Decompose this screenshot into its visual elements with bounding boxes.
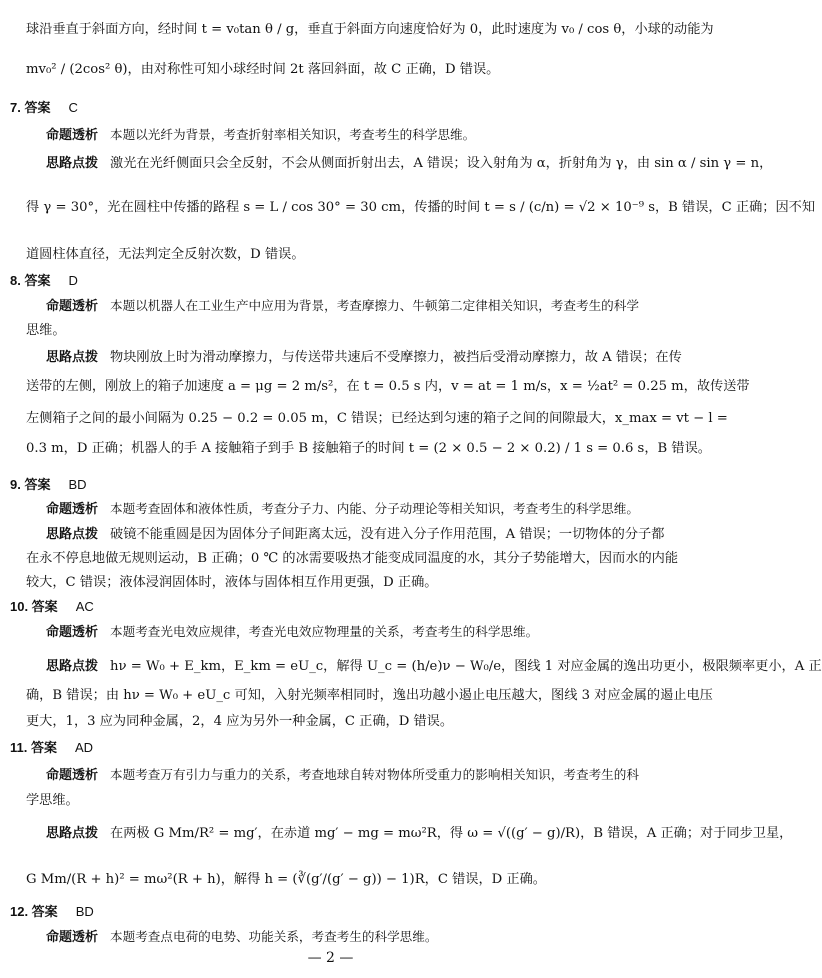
q9-silu: 思路点拨 破镜不能重圆是因为固体分子间距离太远，没有进入分子作用范围，A 错误；一切物体的分子都 xyxy=(46,526,665,542)
text-line: 更大，1，3 应为同种金属，2，4 应为另外一种金属，C 正确，D 错误。 xyxy=(26,714,454,729)
text-line: 得 γ = 30°，光在圆柱中传播的路程 s = L / cos 30° = 30 cm，传播的时间 t = s / (c/n) = √2 × 10⁻⁹ s，B 错误，C 正确；因不知 xyxy=(26,200,816,215)
question-11-answer: 11. 答案 AD xyxy=(10,740,94,755)
text-line: 左侧箱子之间的最小间隔为 0.25 − 0.2 = 0.05 m，C 错误；已经达到匀速的箱子之间的间隙最大，x_max = vt − l = xyxy=(26,411,728,426)
q12-mingti: 命题透析 本题考查点电荷的电势、功能关系，考查考生的科学思维。 xyxy=(46,929,438,944)
page-number: — 2 — xyxy=(307,950,354,966)
q8-silu: 思路点拨 物块刚放上时为滑动摩擦力，与传送带共速后不受摩擦力，被挡后受滑动摩擦力，故 A 错误；在传 xyxy=(46,349,682,365)
text-line: G Mm/(R + h)² = mω²(R + h)，解得 h = (∛(g′/(g′ − g)) − 1)R，C 错误，D 正确。 xyxy=(26,872,546,887)
q10-mingti: 命题透析 本题考查光电效应规律，考查光电效应物理量的关系，考查考生的科学思维。 xyxy=(46,624,539,639)
question-9-answer: 9. 答案 BD xyxy=(10,477,87,492)
text-line: 思维。 xyxy=(26,323,66,338)
text-line: 学思维。 xyxy=(26,793,79,808)
text-line: 道圆柱体直径，无法判定全反射次数，D 错误。 xyxy=(26,247,305,262)
question-7-answer: 7. 答案 C xyxy=(10,100,78,115)
q7-mingti: 命题透析 本题以光纤为背景，考查折射率相关知识，考查考生的科学思维。 xyxy=(46,127,476,142)
text-line: 确，B 错误；由 hν = W₀ + eU_c 可知，入射光频率相同时，逸出功越小遏止电压越大，图线 3 对应金属的遏止电压 xyxy=(26,688,713,703)
question-12-answer: 12. 答案 BD xyxy=(10,904,94,919)
q11-silu: 思路点拨 在两极 G Mm/R² = mg′，在赤道 mg′ − mg = mω²R，得 ω = √((g′ − g)/R)，B 错误，A 正确；对于同步卫星， xyxy=(46,825,793,841)
text-line: 球沿垂直于斜面方向，经时间 t = v₀tan θ / g，垂直于斜面方向速度恰好为 0，此时速度为 v₀ / cos θ，小球的动能为 xyxy=(26,22,714,37)
text-line: mv₀² / (2cos² θ)，由对称性可知小球经时间 2t 落回斜面，故 C 正确，D 错误。 xyxy=(26,62,500,77)
text-line: 较大，C 错误；液体浸润固体时，液体与固体相互作用更强，D 正确。 xyxy=(26,575,438,590)
text-line: 送带的左侧，刚放上的箱子加速度 a = μg = 2 m/s²，在 t = 0.5 s 内，v = at = 1 m/s，x = ½at² = 0.25 m，故传送带 xyxy=(26,379,750,394)
question-8-answer: 8. 答案 D xyxy=(10,273,78,288)
q8-mingti: 命题透析 本题以机器人在工业生产中应用为背景，考查摩擦力、牛顿第二定律相关知识，考查考生的科学 xyxy=(46,298,639,313)
q11-mingti: 命题透析 本题考查万有引力与重力的关系，考查地球自转对物体所受重力的影响相关知识，考查考生的科 xyxy=(46,767,639,782)
text-line: 在永不停息地做无规则运动，B 正确；0 ℃ 的冰需要吸热才能变成同温度的水，其分子势能增大，因而水的内能 xyxy=(26,551,679,566)
text-line: 0.3 m，D 正确；机器人的手 A 接触箱子到手 B 接触箱子的时间 t = (2 × 0.5 − 2 × 0.2) / 1 s = 0.6 s，B 错误。 xyxy=(26,441,711,456)
q7-silu: 思路点拨 激光在光纤侧面只会全反射，不会从侧面折射出去，A 错误；设入射角为 α，折射角为 γ，由 sin α / sin γ = n， xyxy=(46,155,773,171)
q10-silu: 思路点拨 hν = W₀ + E_km，E_km = eU_c，解得 U_c = (h/e)ν − W₀/e，图线 1 对应金属的逸出功更小，极限频率更小，A 正 xyxy=(46,658,822,674)
q9-mingti: 命题透析 本题考查固体和液体性质，考查分子力、内能、分子动理论等相关知识，考查考生的科学思维。 xyxy=(46,501,639,516)
question-10-answer: 10. 答案 AC xyxy=(10,599,94,614)
